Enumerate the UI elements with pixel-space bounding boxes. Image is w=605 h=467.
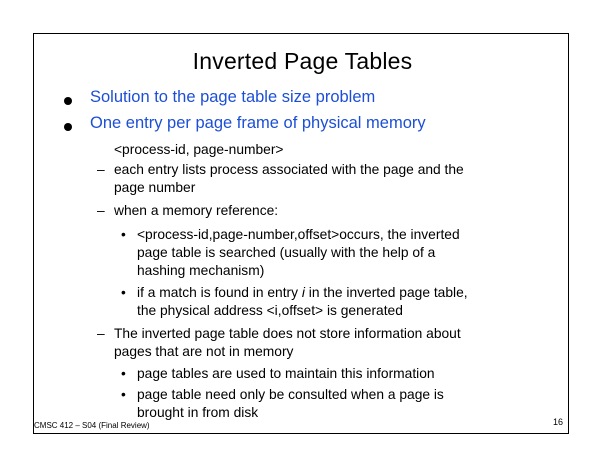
sub2-item-b-line2: the physical address <i,offset> is generated (137, 303, 403, 318)
dot-2a: • (121, 227, 126, 242)
bullet-2: One entry per page frame of physical memory (90, 114, 426, 132)
entry-format: <process-id, page-number> (114, 142, 284, 157)
bullet-dot-1 (64, 97, 72, 105)
sub2-item-a-line2: page table is searched (usually with the help of a (137, 245, 436, 260)
sub3-item-a-line1: page tables are used to maintain this information (137, 366, 435, 381)
dot-3b: • (121, 387, 126, 402)
sub2-item-a-line3: hashing mechanism) (137, 263, 265, 278)
sub3-line2: pages that are not in memory (114, 344, 294, 359)
sub3-line1: The inverted page table does not store information about (114, 326, 461, 341)
sub2-item-b-line1 (137, 284, 468, 302)
sub2-item-a-line1: <process-id,page-number,offset>occurs, the inverted (137, 227, 460, 242)
bullet-dot-2 (64, 123, 72, 131)
dash-1: – (97, 162, 105, 177)
sub3-item-b-line1: page table need only be consulted when a page is (137, 387, 444, 402)
dot-2b: • (121, 285, 126, 300)
page-number: 16 (553, 417, 564, 427)
sub1-line2: page number (114, 180, 196, 195)
sub2-item-b-pre: if a match is found in entry (137, 285, 302, 300)
dash-3: – (97, 326, 105, 341)
dot-3a: • (121, 366, 126, 381)
slide-title: Inverted Page Tables (192, 48, 413, 74)
sub1-line1: each entry lists process associated with the page and the (114, 162, 464, 177)
sub2-item-b-post: in the inverted page table, (304, 285, 468, 300)
sub2-line1: when a memory reference: (114, 203, 279, 218)
dash-2: – (97, 203, 105, 218)
sub3-item-b-line2: brought in from disk (137, 405, 259, 420)
sub2-item-b-em: i (301, 285, 305, 300)
footer-course: CMSC 412 – S04 (Final Review) (34, 421, 150, 430)
bullet-1: Solution to the page table size problem (90, 88, 376, 106)
